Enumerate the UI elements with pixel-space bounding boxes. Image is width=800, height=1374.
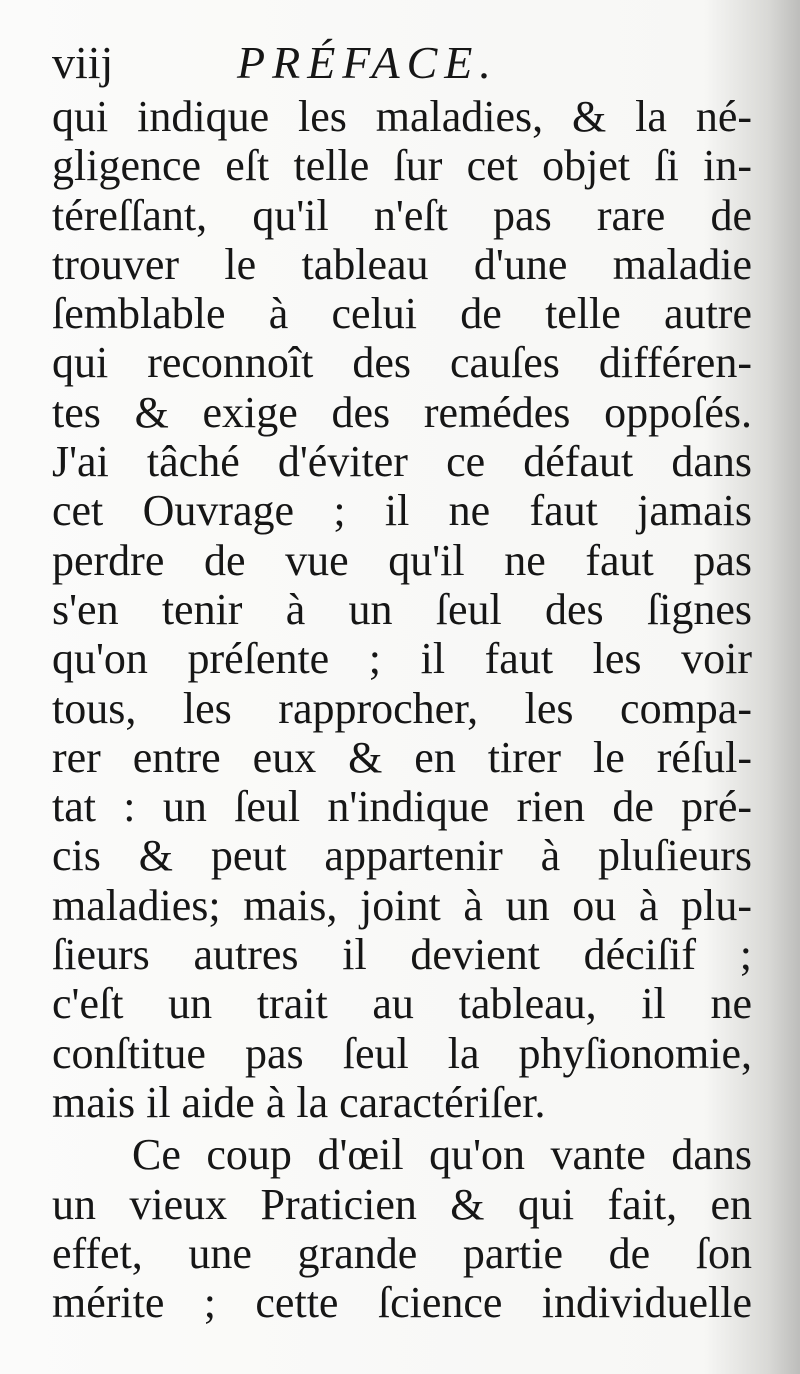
text-line: mérite ; cette ſcience individuelle	[52, 1278, 752, 1328]
text-line: s'en tenir à un ſeul des ſignes	[52, 584, 752, 634]
text-line: c'eſt un trait au tableau, il ne	[52, 979, 752, 1029]
text-line: J'ai tâché d'éviter ce défaut dans	[52, 437, 752, 487]
text-line: tes & exige des remédes oppoſés.	[52, 387, 752, 437]
text-line: rer entre eux & en tirer le réſul-	[52, 732, 752, 782]
text-line: perdre de vue qu'il ne faut pas	[52, 535, 752, 585]
paragraph-1	[52, 92, 752, 1127]
text-line: tous, les rapprocher, les compa-	[52, 683, 752, 733]
text-line: cis & peut appartenir à pluſieurs	[52, 831, 752, 881]
text-line: qu'on préſente ; il faut les voir	[52, 634, 752, 684]
text-line: cet Ouvrage ; il ne faut jamais	[52, 486, 752, 536]
text-line: gligence eſt telle ſur cet objet ſi in-	[52, 141, 752, 191]
text-line: conſtitue pas ſeul la phyſionomie,	[52, 1028, 752, 1078]
text-line: qui indique les maladies, & la né-	[52, 92, 752, 141]
text-line: téreſſant, qu'il n'eſt pas rare de	[52, 190, 752, 240]
text-line: Ce coup d'œil qu'on vante dans	[132, 1130, 752, 1180]
text-line: tat : un ſeul n'indique rien de pré-	[52, 782, 752, 832]
paragraph-2	[52, 1130, 752, 1327]
page-number: viij	[52, 37, 114, 88]
page-header	[52, 30, 752, 92]
text-line: maladies; mais, joint à un ou à plu-	[52, 880, 752, 930]
text-line: ſemblable à celui de telle autre	[52, 289, 752, 339]
text-line: trouver le tableau d'une maladie	[52, 239, 752, 289]
body-text	[52, 92, 752, 1327]
text-line: mais il aide à la caractériſer.	[52, 1077, 546, 1127]
text-line: qui reconnoît des cauſes différen-	[52, 338, 752, 388]
text-line: un vieux Praticien & qui fait, en	[52, 1179, 752, 1229]
running-head: PRÉFACE.	[237, 37, 498, 88]
text-line: ſieurs autres il devient déciſif ;	[52, 930, 752, 980]
text-line: effet, une grande partie de ſon	[52, 1228, 752, 1278]
